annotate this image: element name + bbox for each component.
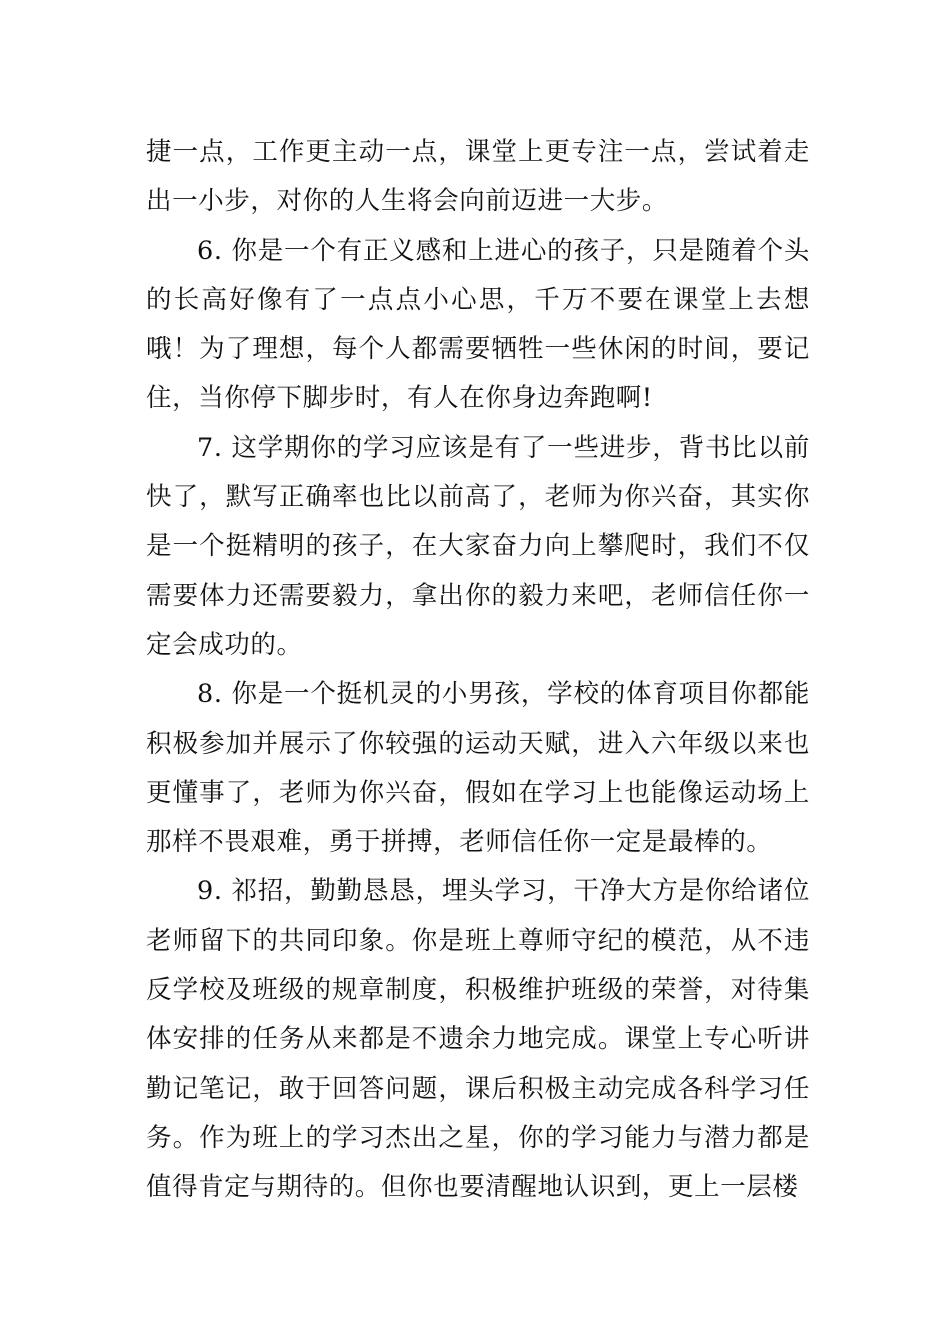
paragraph-7: 7. 这学期你的学习应该是有了一些进步，背书比以前快了，默写正确率也比以前高了，老师为你兴奋，其实你是一个挺精明的孩子，在大家奋力向上攀爬时，我们不仅需要体力还需要毅力，拿出你的毅力来吧，老师信任你一定会成功的。 [146,432,810,660]
paragraph-8: 8. 你是一个挺机灵的小男孩，学校的体育项目你都能积极参加并展示了你较强的运动天赋，进入六年级以来也更懂事了，老师为你兴奋，假如在学习上也能像运动场上那样不畏艰难，勇于拼搏，老师信任你一定是最棒的。 [146,679,810,858]
paragraph-6: 6. 你是一个有正义感和上进心的孩子，只是随着个头的长高好像有了一点点小心思，千万不要在课堂上去想哦！为了理想，每个人都需要牺牲一些休闲的时间，要记住，当你停下脚步时，有人在你身边奔跑啊! [146,235,810,414]
document-body [146,128,810,1213]
paragraph-9: 9. 祁招，勤勤恳恳，埋头学习，干净大方是你给诸位老师留下的共同印象。你是班上尊师守纪的模范，从不违反学校及班级的规章制度，积极维护班级的荣誉，对待集体安排的任务从来都是不遗余力地完成。课堂上专心听讲勤记笔记，敢于回答问题，课后积极主动完成各科学习任务。作为班上的学习杰出之星，你的学习能力与潜力都是值得肯定与期待的。但你也要清醒地认识到，更上一层楼 [146,876,810,1203]
paragraph-continued: 捷一点，工作更主动一点，课堂上更专注一点，尝试着走出一小步，对你的人生将会向前迈进一大步。 [146,137,810,217]
